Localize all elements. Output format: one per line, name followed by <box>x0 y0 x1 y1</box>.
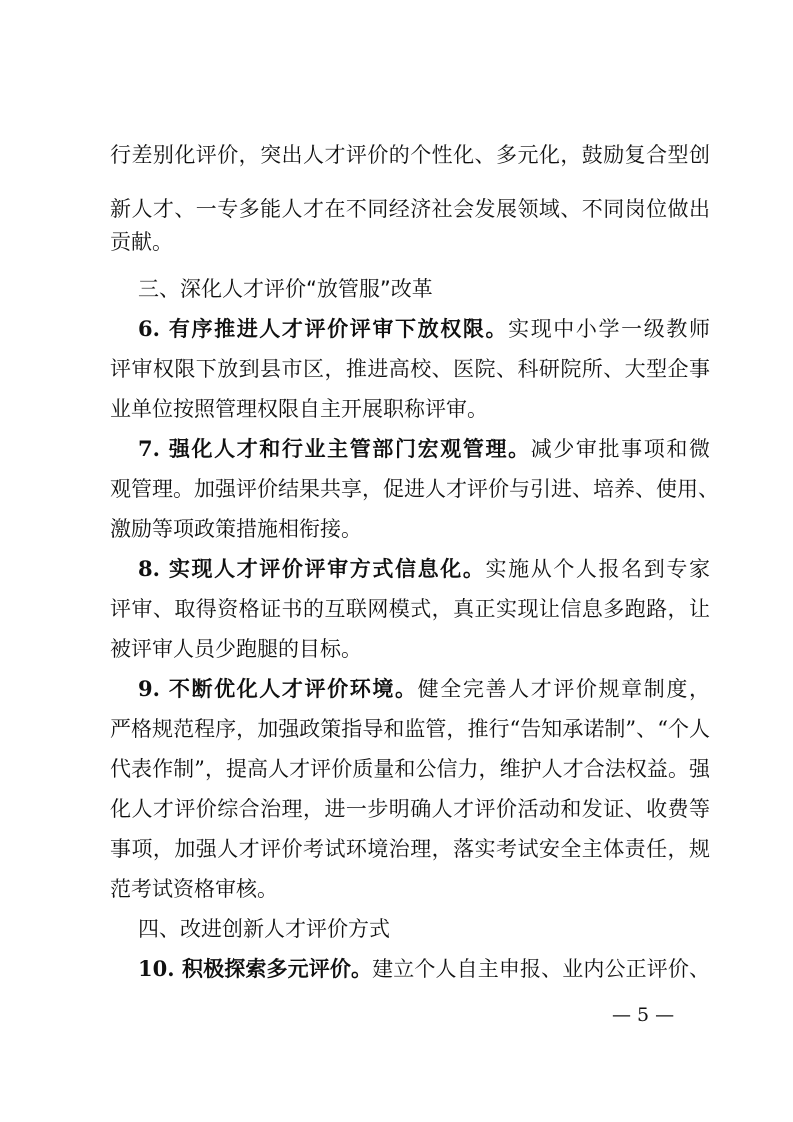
body-line-17: 化人才评价综合治理，进一步明确人才评价活动和发证、收费等 <box>110 797 710 821</box>
item-7-text: 减少审批事项和微 <box>530 437 711 461</box>
section-heading-3: 三、深化人才评价“放管服”改革 <box>138 277 433 301</box>
body-line-13: 被评审人员少跑腿的目标。 <box>110 637 362 661</box>
body-line-3: 贡献。 <box>110 230 173 254</box>
body-line-16: 代表作制”，提高人才评价质量和公信力，维护人才合法权益。强 <box>110 757 710 781</box>
item-9-first-line <box>138 675 710 703</box>
body-line-12: 评审、取得资格证书的互联网模式，真正实现让信息多跑路，让 <box>110 597 710 621</box>
item-6-first-line <box>138 315 710 343</box>
body-line-9: 观管理。加强评价结果共享，促进人才评价与引进、培养、使用、 <box>110 477 719 501</box>
item-6-text: 实现中小学一级教师 <box>508 317 710 341</box>
body-line-7: 业单位按照管理权限自主开展职称评审。 <box>110 397 488 421</box>
body-line-19: 范考试资格审核。 <box>110 877 278 901</box>
item-6-heading: 6. 有序推进人才评价评审下放权限。 <box>138 316 509 341</box>
body-line-18: 事项，加强人才评价考试环境治理，落实考试安全主体责任，规 <box>110 837 710 861</box>
body-line-15: 严格规范程序，加强政策指导和监管，推行“告知承诺制”、“个人 <box>110 717 710 741</box>
item-9-text: 健全完善人才评价规章制度， <box>417 677 711 701</box>
item-7-heading: 7. 强化人才和行业主管部门宏观管理。 <box>138 436 531 461</box>
item-8-first-line <box>138 555 710 583</box>
item-10-heading: 10. 积极探索多元评价。 <box>138 956 373 981</box>
body-line-2: 新人才、一专多能人才在不同经济社会发展领域、不同岗位做出 <box>110 197 710 221</box>
body-line-6: 评审权限下放到县市区，推进高校、医院、科研院所、大型企事 <box>110 357 710 381</box>
body-line-1: 行差别化评价，突出人才评价的个性化、多元化，鼓励复合型创 <box>110 143 710 167</box>
item-8-text: 实施从个人报名到专家 <box>485 557 711 581</box>
body-line-10: 激励等项政策措施相衔接。 <box>110 517 362 541</box>
item-10-text: 建立个人自主申报、业内公正评价、 <box>372 957 710 981</box>
section-heading-4: 四、改进创新人才评价方式 <box>138 917 390 941</box>
item-9-heading: 9. 不断优化人才评价环境。 <box>138 676 418 701</box>
item-7-first-line <box>138 435 710 463</box>
item-10-first-line <box>138 955 710 983</box>
item-8-heading: 8. 实现人才评价评审方式信息化。 <box>138 556 486 581</box>
page-number: — 5 — <box>612 1004 675 1026</box>
